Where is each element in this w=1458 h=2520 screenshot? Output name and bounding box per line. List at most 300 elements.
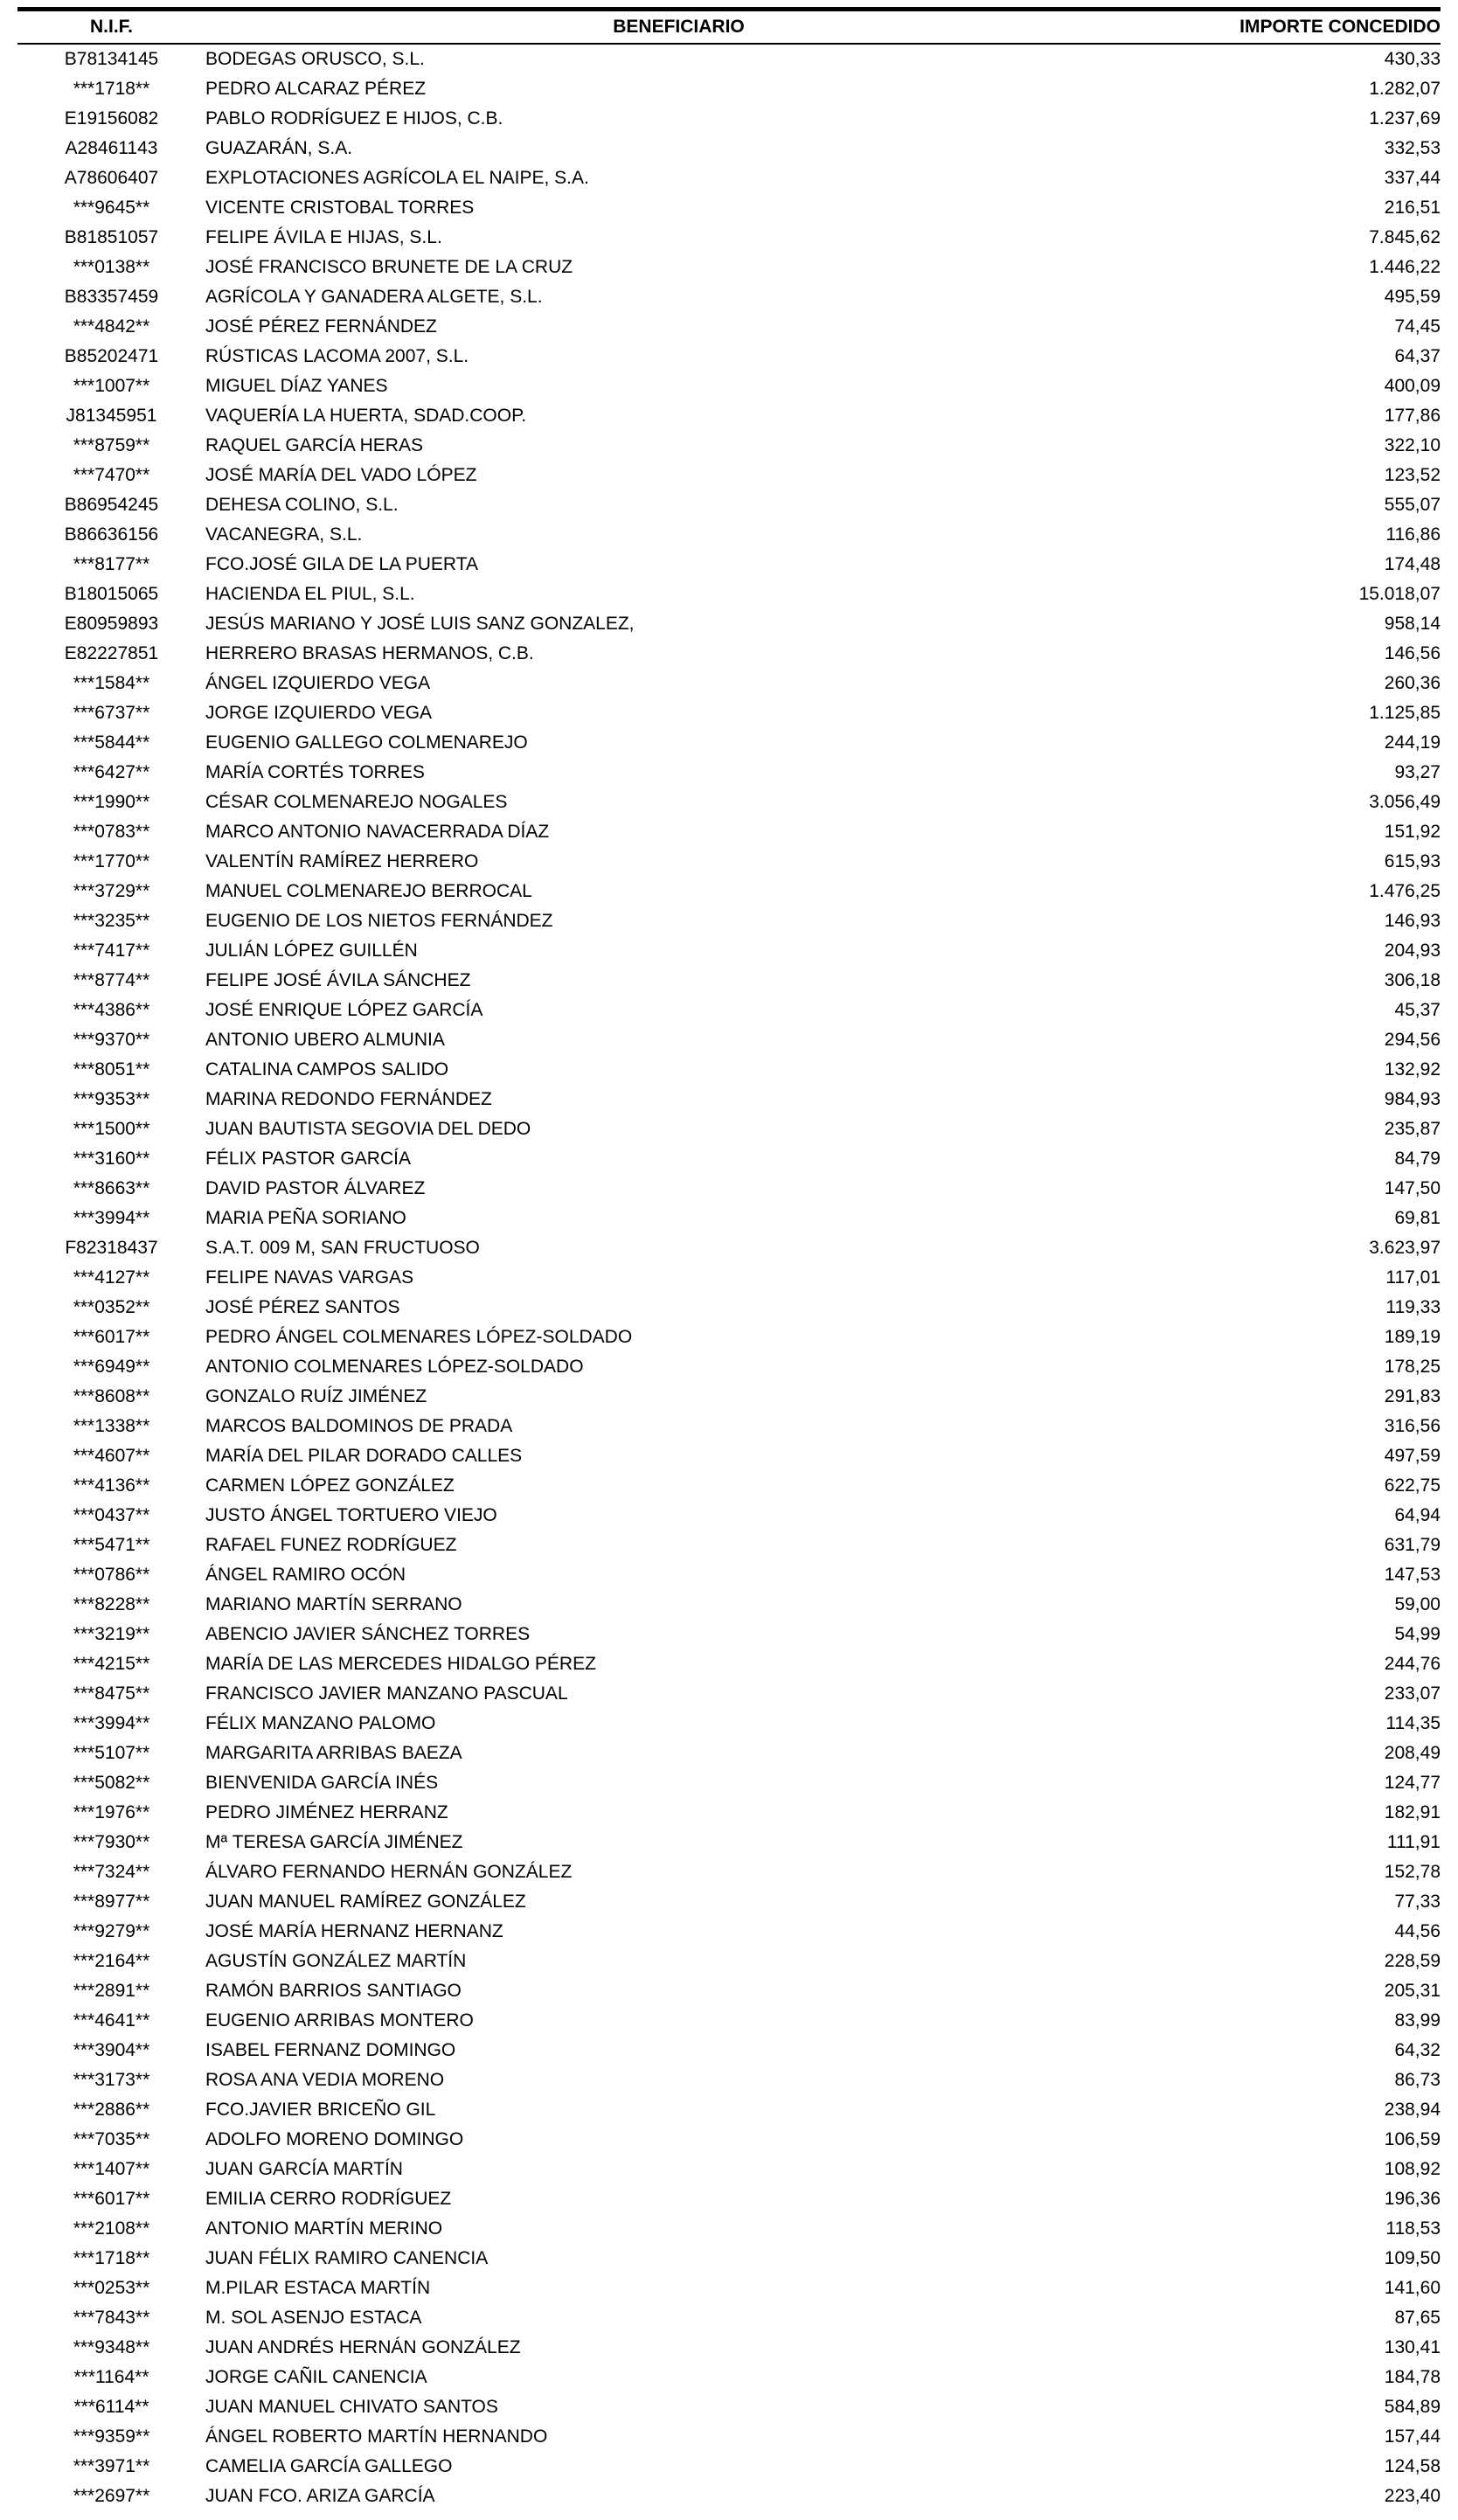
importe-cell: 235,87 <box>1384 1119 1441 1139</box>
importe-cell: 204,93 <box>1384 941 1441 961</box>
beneficiario-cell: FCO.JOSÉ GILA DE LA PUERTA <box>205 554 478 574</box>
table-row <box>17 1144 1441 1174</box>
beneficiario-cell: ÁLVARO FERNANDO HERNÁN GONZÁLEZ <box>205 1862 573 1882</box>
beneficiario-cell: JULIÁN LÓPEZ GUILLÉN <box>205 941 418 961</box>
beneficiario-cell: AGRÍCOLA Y GANADERA ALGETE, S.L. <box>205 287 543 307</box>
table-row <box>17 1025 1441 1055</box>
nif-cell: ***6949** <box>73 1357 150 1377</box>
table-row <box>17 1471 1441 1501</box>
nif-cell: ***3160** <box>73 1149 150 1169</box>
table-row <box>17 2422 1441 2452</box>
importe-cell: 337,44 <box>1384 168 1441 188</box>
nif-cell: E80959893 <box>64 614 159 634</box>
importe-cell: 59,00 <box>1394 1594 1441 1614</box>
table-row <box>17 2274 1441 2303</box>
table-row <box>17 1560 1441 1590</box>
nif-cell: ***6737** <box>73 703 150 723</box>
beneficiario-cell: VAQUERÍA LA HUERTA, SDAD.COOP. <box>205 406 527 426</box>
column-header-importe-concedido: IMPORTE CONCEDIDO <box>1152 10 1441 45</box>
beneficiario-cell: JUAN MANUEL RAMÍREZ GONZÁLEZ <box>205 1892 526 1912</box>
nif-cell: ***8759** <box>73 435 150 455</box>
nif-cell: ***7324** <box>73 1862 150 1882</box>
nif-cell: ***1770** <box>73 851 150 871</box>
table-body <box>17 44 1441 2511</box>
nif-cell: ***8177** <box>73 554 150 574</box>
table-row <box>17 1857 1441 1887</box>
nif-cell: ***4641** <box>73 2010 150 2031</box>
nif-cell: ***3173** <box>73 2070 150 2090</box>
nif-cell: B78134145 <box>64 49 159 69</box>
beneficiario-cell: MARIA PEÑA SORIANO <box>205 1208 406 1228</box>
nif-cell: ***8663** <box>73 1178 150 1198</box>
beneficiario-cell: RAMÓN BARRIOS SANTIAGO <box>205 1981 462 2001</box>
importe-cell: 631,79 <box>1384 1535 1441 1555</box>
nif-cell: B18015065 <box>64 584 159 604</box>
importe-cell: 1.237,69 <box>1369 108 1441 128</box>
column-header-nif: N.I.F. <box>17 10 205 45</box>
table-row <box>17 1620 1441 1649</box>
beneficiario-cell: JOSÉ FRANCISCO BRUNETE DE LA CRUZ <box>205 257 573 277</box>
importe-cell: 291,83 <box>1384 1386 1441 1406</box>
table-row <box>17 2214 1441 2244</box>
importe-cell: 196,36 <box>1384 2189 1441 2209</box>
importe-cell: 151,92 <box>1384 822 1441 842</box>
nif-cell: ***4127** <box>73 1267 150 1288</box>
table-row <box>17 2392 1441 2422</box>
importe-cell: 87,65 <box>1394 2308 1441 2328</box>
table-row <box>17 104 1441 134</box>
table-row <box>17 2006 1441 2036</box>
nif-cell: ***8977** <box>73 1892 150 1912</box>
nif-cell: ***0253** <box>73 2278 150 2298</box>
table-row <box>17 1917 1441 1947</box>
importe-cell: 146,56 <box>1384 643 1441 663</box>
importe-cell: 244,76 <box>1384 1654 1441 1674</box>
importe-cell: 984,93 <box>1384 1089 1441 1109</box>
importe-cell: 45,37 <box>1394 1000 1441 1020</box>
importe-cell: 64,32 <box>1394 2040 1441 2060</box>
importe-cell: 316,56 <box>1384 1416 1441 1436</box>
nif-cell: ***0437** <box>73 1505 150 1525</box>
beneficiario-cell: ANTONIO UBERO ALMUNIA <box>205 1030 445 1050</box>
table-row <box>17 1531 1441 1560</box>
beneficiario-cell: MARÍA CORTÉS TORRES <box>205 762 425 782</box>
nif-cell: ***2164** <box>73 1951 150 1971</box>
table-row <box>17 2036 1441 2065</box>
table-row <box>17 1293 1441 1322</box>
importe-cell: 119,33 <box>1385 1297 1441 1317</box>
nif-cell: ***1500** <box>73 1119 150 1139</box>
nif-cell: ***1976** <box>73 1802 150 1822</box>
table-row <box>17 2333 1441 2363</box>
table-row <box>17 163 1441 193</box>
beneficiario-cell: JUAN BAUTISTA SEGOVIA DEL DEDO <box>205 1119 531 1139</box>
beneficiario-cell: RAFAEL FUNEZ RODRÍGUEZ <box>205 1535 457 1555</box>
beneficiario-cell: ROSA ANA VEDIA MORENO <box>205 2070 445 2090</box>
column-header-beneficiario: BENEFICIARIO <box>205 10 1152 45</box>
beneficiario-cell: CÉSAR COLMENAREJO NOGALES <box>205 792 508 812</box>
table-row <box>17 223 1441 253</box>
nif-cell: ***7930** <box>73 1832 150 1852</box>
nif-cell: ***5471** <box>73 1535 150 1555</box>
nif-cell: ***9359** <box>73 2426 150 2447</box>
nif-cell: J81345951 <box>66 406 157 426</box>
importe-cell: 238,94 <box>1384 2100 1441 2120</box>
nif-cell: ***9279** <box>73 1921 150 1941</box>
nif-cell: ***2886** <box>73 2100 150 2120</box>
beneficiario-cell: VALENTÍN RAMÍREZ HERRERO <box>205 851 479 871</box>
importe-cell: 260,36 <box>1384 673 1441 693</box>
beneficiario-cell: FÉLIX PASTOR GARCÍA <box>205 1149 411 1169</box>
beneficiario-cell: PEDRO JIMÉNEZ HERRANZ <box>205 1802 448 1822</box>
beneficiario-cell: ANTONIO COLMENARES LÓPEZ-SOLDADO <box>205 1357 584 1377</box>
nif-cell: ***4136** <box>73 1475 150 1496</box>
beneficiario-cell: BIENVENIDA GARCÍA INÉS <box>205 1773 439 1793</box>
importe-cell: 430,33 <box>1384 49 1441 69</box>
importe-cell: 123,52 <box>1384 465 1441 485</box>
importe-cell: 77,33 <box>1394 1892 1441 1912</box>
importe-cell: 228,59 <box>1384 1951 1441 1971</box>
beneficiario-cell: ABENCIO JAVIER SÁNCHEZ TORRES <box>205 1624 531 1644</box>
nif-cell: ***4386** <box>73 1000 150 1020</box>
table-row <box>17 312 1441 342</box>
nif-cell: ***0352** <box>73 1297 150 1317</box>
beneficiario-cell: DEHESA COLINO, S.L. <box>205 495 399 515</box>
importe-cell: 116,86 <box>1385 524 1441 545</box>
importe-cell: 64,37 <box>1394 346 1441 366</box>
beneficiario-cell: MARCO ANTONIO NAVACERRADA DÍAZ <box>205 822 550 842</box>
importe-cell: 1.282,07 <box>1369 79 1441 99</box>
beneficiario-cell: JOSÉ PÉREZ FERNÁNDEZ <box>205 316 437 337</box>
beneficiario-cell: FELIPE NAVAS VARGAS <box>205 1267 414 1288</box>
beneficiario-cell: MARINA REDONDO FERNÁNDEZ <box>205 1089 492 1109</box>
nif-cell: ***1007** <box>73 376 150 396</box>
beneficiario-cell: RAQUEL GARCÍA HERAS <box>205 435 423 455</box>
beneficiario-cell: JOSÉ ENRIQUE LÓPEZ GARCÍA <box>205 1000 483 1020</box>
nif-cell: A28461143 <box>65 138 158 158</box>
importe-cell: 124,58 <box>1384 2456 1441 2476</box>
nif-cell: ***6017** <box>73 2189 150 2209</box>
table-row <box>17 966 1441 996</box>
importe-cell: 146,93 <box>1384 911 1441 931</box>
nif-cell: ***1584** <box>73 673 150 693</box>
table-row <box>17 1590 1441 1620</box>
table-row <box>17 639 1441 669</box>
table-row <box>17 788 1441 817</box>
beneficiario-cell: JOSÉ MARÍA HERNANZ HERNANZ <box>205 1921 503 1941</box>
importe-cell: 208,49 <box>1384 1743 1441 1763</box>
table-row <box>17 193 1441 223</box>
beneficiario-cell: HERRERO BRASAS HERMANOS, C.B. <box>205 643 534 663</box>
importe-cell: 124,77 <box>1384 1773 1441 1793</box>
beneficiario-cell: DAVID PASTOR ÁLVAREZ <box>205 1178 426 1198</box>
table-row <box>17 1828 1441 1857</box>
importe-cell: 147,50 <box>1384 1178 1441 1198</box>
nif-cell: ***4842** <box>73 316 150 337</box>
nif-cell: ***3235** <box>73 911 150 931</box>
beneficiario-cell: AGUSTÍN GONZÁLEZ MARTÍN <box>205 1951 467 1971</box>
table-row <box>17 431 1441 461</box>
importe-cell: 15.018,07 <box>1358 584 1441 604</box>
importe-cell: 182,91 <box>1384 1802 1441 1822</box>
nif-cell: ***7470** <box>73 465 150 485</box>
beneficiario-cell: FÉLIX MANZANO PALOMO <box>205 1713 436 1733</box>
nif-cell: ***7035** <box>73 2129 150 2149</box>
table-row <box>17 728 1441 758</box>
beneficiario-cell: M.PILAR ESTACA MARTÍN <box>205 2278 431 2298</box>
beneficiario-cell: S.A.T. 009 M, SAN FRUCTUOSO <box>205 1238 480 1258</box>
table-row <box>17 1055 1441 1085</box>
beneficiario-cell: FELIPE ÁVILA E HIJAS, S.L. <box>205 227 442 247</box>
nif-cell: ***1164** <box>73 2367 149 2387</box>
importe-cell: 74,45 <box>1394 316 1441 337</box>
table-row <box>17 1441 1441 1471</box>
table-row <box>17 609 1441 639</box>
table-row <box>17 847 1441 877</box>
table-header <box>17 10 1441 45</box>
beneficiario-cell: JUAN FÉLIX RAMIRO CANENCIA <box>205 2248 489 2268</box>
table-row <box>17 2303 1441 2333</box>
beneficiario-cell: ÁNGEL IZQUIERDO VEGA <box>205 673 431 693</box>
beneficiario-cell: JUAN GARCÍA MARTÍN <box>205 2159 403 2179</box>
nif-cell: ***1407** <box>73 2159 150 2179</box>
table-row <box>17 1798 1441 1828</box>
table-row <box>17 253 1441 282</box>
table-row <box>17 1412 1441 1441</box>
importe-cell: 322,10 <box>1384 435 1441 455</box>
nif-cell: ***9353** <box>73 1089 150 1109</box>
beneficiario-cell: MARÍA DEL PILAR DORADO CALLES <box>205 1446 523 1466</box>
beneficiario-cell: ANTONIO MARTÍN MERINO <box>205 2218 443 2239</box>
importe-cell: 184,78 <box>1384 2367 1441 2387</box>
nif-cell: ***1338** <box>73 1416 150 1436</box>
beneficiario-cell: FELIPE JOSÉ ÁVILA SÁNCHEZ <box>205 970 471 990</box>
beneficiario-cell: FCO.JAVIER BRICEÑO GIL <box>205 2100 436 2120</box>
nif-cell: B81851057 <box>64 227 159 247</box>
beneficiario-cell: JOSÉ PÉREZ SANTOS <box>205 1297 400 1317</box>
importe-cell: 111,91 <box>1386 1832 1441 1852</box>
nif-cell: A78606407 <box>64 168 159 188</box>
nif-cell: B83357459 <box>64 287 159 307</box>
beneficiario-cell: MARGARITA ARRIBAS BAEZA <box>205 1743 462 1763</box>
nif-cell: ***8774** <box>73 970 150 990</box>
importe-cell: 244,19 <box>1384 732 1441 753</box>
beneficiario-cell: ÁNGEL ROBERTO MARTÍN HERNANDO <box>205 2426 548 2447</box>
table-row <box>17 1174 1441 1204</box>
importe-cell: 132,92 <box>1384 1059 1441 1080</box>
beneficiario-cell: GUAZARÁN, S.A. <box>205 138 353 158</box>
importe-cell: 332,53 <box>1384 138 1441 158</box>
table-row <box>17 2363 1441 2392</box>
table-row <box>17 1709 1441 1739</box>
table-row <box>17 1322 1441 1352</box>
beneficiario-cell: GONZALO RUÍZ JIMÉNEZ <box>205 1386 427 1406</box>
table-row <box>17 1768 1441 1798</box>
beneficiario-cell: JESÚS MARIANO Y JOSÉ LUIS SANZ GONZALEZ, <box>205 614 635 634</box>
table-row <box>17 1679 1441 1709</box>
importe-cell: 114,35 <box>1385 1713 1441 1733</box>
table-row <box>17 906 1441 936</box>
beneficiario-cell: MARÍA DE LAS MERCEDES HIDALGO PÉREZ <box>205 1654 596 1674</box>
importe-cell: 147,53 <box>1384 1565 1441 1585</box>
importe-cell: 84,79 <box>1394 1149 1441 1169</box>
importe-cell: 189,19 <box>1384 1327 1441 1347</box>
table-row <box>17 758 1441 788</box>
nif-cell: ***2108** <box>73 2218 150 2239</box>
importe-cell: 555,07 <box>1384 495 1441 515</box>
beneficiario-cell: HACIENDA EL PIUL, S.L. <box>205 584 415 604</box>
table-row <box>17 1114 1441 1144</box>
importe-cell: 178,25 <box>1384 1357 1441 1377</box>
table-row <box>17 1085 1441 1114</box>
beneficiario-cell: JUAN FCO. ARIZA GARCÍA <box>205 2486 435 2506</box>
table-row <box>17 520 1441 550</box>
importe-cell: 109,50 <box>1384 2248 1441 2268</box>
table-row <box>17 1976 1441 2006</box>
table-row <box>17 550 1441 580</box>
beneficiario-cell: ISABEL FERNANZ DOMINGO <box>205 2040 456 2060</box>
importe-cell: 106,59 <box>1384 2129 1441 2149</box>
table-row <box>17 1233 1441 1263</box>
table-header-row <box>17 10 1441 45</box>
importe-cell: 7.845,62 <box>1369 227 1441 247</box>
table-row <box>17 1887 1441 1917</box>
importe-cell: 205,31 <box>1384 1981 1441 2001</box>
importe-cell: 177,86 <box>1384 406 1441 426</box>
beneficiario-cell: CATALINA CAMPOS SALIDO <box>205 1059 449 1080</box>
nif-cell: ***2891** <box>73 1981 150 2001</box>
nif-cell: ***0138** <box>73 257 150 277</box>
nif-cell: ***1718** <box>73 2248 150 2268</box>
table-row <box>17 1947 1441 1976</box>
beneficiario-cell: M. SOL ASENJO ESTACA <box>205 2308 422 2328</box>
importe-cell: 157,44 <box>1384 2426 1441 2447</box>
nif-cell: ***4215** <box>73 1654 150 1674</box>
beneficiario-cell: EUGENIO GALLEGO COLMENAREJO <box>205 732 528 753</box>
importe-cell: 400,09 <box>1384 376 1441 396</box>
importe-cell: 294,56 <box>1384 1030 1441 1050</box>
table-row <box>17 936 1441 966</box>
table-row <box>17 2244 1441 2274</box>
beneficiario-cell: PABLO RODRÍGUEZ E HIJOS, C.B. <box>205 108 503 128</box>
importe-cell: 495,59 <box>1384 287 1441 307</box>
table-row <box>17 669 1441 698</box>
beneficiario-cell: CARMEN LÓPEZ GONZÁLEZ <box>205 1475 455 1496</box>
nif-cell: ***9645** <box>73 198 150 218</box>
nif-cell: ***8475** <box>73 1683 150 1704</box>
table-row <box>17 1649 1441 1679</box>
table-row <box>17 580 1441 609</box>
importe-cell: 216,51 <box>1384 198 1441 218</box>
table-row <box>17 342 1441 371</box>
beneficiario-cell: ÁNGEL RAMIRO OCÓN <box>205 1565 406 1585</box>
beneficiario-cell: RÚSTICAS LACOMA 2007, S.L. <box>205 346 469 366</box>
nif-cell: ***7417** <box>73 941 150 961</box>
importe-cell: 69,81 <box>1394 1208 1441 1228</box>
beneficiario-cell: EMILIA CERRO RODRÍGUEZ <box>205 2189 452 2209</box>
importe-cell: 108,92 <box>1384 2159 1441 2179</box>
nif-cell: ***9370** <box>73 1030 150 1050</box>
beneficiario-cell: JUSTO ÁNGEL TORTUERO VIEJO <box>205 1505 497 1525</box>
nif-cell: ***6114** <box>73 2397 149 2417</box>
importe-cell: 3.623,97 <box>1369 1238 1441 1258</box>
table-row <box>17 996 1441 1025</box>
table-row <box>17 74 1441 104</box>
importe-cell: 93,27 <box>1394 762 1441 782</box>
nif-cell: ***3994** <box>73 1208 150 1228</box>
beneficiario-cell: ADOLFO MORENO DOMINGO <box>205 2129 464 2149</box>
beneficiario-cell: BODEGAS ORUSCO, S.L. <box>205 49 425 69</box>
beneficiario-cell: EUGENIO ARRIBAS MONTERO <box>205 2010 474 2031</box>
table-row <box>17 2184 1441 2214</box>
beneficiario-cell: JUAN MANUEL CHIVATO SANTOS <box>205 2397 498 2417</box>
nif-cell: ***4607** <box>73 1446 150 1466</box>
importe-cell: 83,99 <box>1394 2010 1441 2031</box>
beneficiario-cell: MANUEL COLMENAREJO BERROCAL <box>205 881 532 901</box>
beneficiario-cell: Mª TERESA GARCÍA JIMÉNEZ <box>205 1832 463 1852</box>
table-row <box>17 1501 1441 1531</box>
table-row <box>17 2065 1441 2095</box>
table-row <box>17 1382 1441 1412</box>
beneficiario-cell: JORGE CAÑIL CANENCIA <box>205 2367 427 2387</box>
beneficiario-cell: PEDRO ÁNGEL COLMENARES LÓPEZ-SOLDADO <box>205 1327 633 1347</box>
nif-cell: ***7843** <box>73 2308 150 2328</box>
nif-cell: ***3994** <box>73 1713 150 1733</box>
importe-cell: 174,48 <box>1384 554 1441 574</box>
beneficiario-cell: JOSÉ MARÍA DEL VADO LÓPEZ <box>205 465 477 485</box>
importe-cell: 233,07 <box>1384 1683 1441 1704</box>
importe-cell: 141,60 <box>1384 2278 1441 2298</box>
beneficiario-cell: MIGUEL DÍAZ YANES <box>205 376 388 396</box>
nif-cell: ***3904** <box>73 2040 150 2060</box>
importe-cell: 54,99 <box>1394 1624 1441 1644</box>
importe-cell: 497,59 <box>1384 1446 1441 1466</box>
importe-cell: 64,94 <box>1394 1505 1441 1525</box>
nif-cell: B85202471 <box>64 346 159 366</box>
importe-cell: 130,41 <box>1384 2337 1441 2357</box>
nif-cell: ***9348** <box>73 2337 150 2357</box>
nif-cell: ***8228** <box>73 1594 150 1614</box>
importe-cell: 117,01 <box>1385 1267 1441 1288</box>
importe-cell: 622,75 <box>1384 1475 1441 1496</box>
nif-cell: ***6427** <box>73 762 150 782</box>
beneficiario-cell: MARIANO MARTÍN SERRANO <box>205 1594 462 1614</box>
nif-cell: F82318437 <box>65 1238 158 1258</box>
importe-cell: 1.476,25 <box>1369 881 1441 901</box>
nif-cell: E19156082 <box>64 108 159 128</box>
nif-cell: ***5082** <box>73 1773 150 1793</box>
table-row <box>17 698 1441 728</box>
importe-cell: 3.056,49 <box>1369 792 1441 812</box>
table-row <box>17 877 1441 906</box>
nif-cell: ***8608** <box>73 1386 150 1406</box>
table-row <box>17 2452 1441 2482</box>
table-row <box>17 401 1441 431</box>
beneficiario-cell: CAMELIA GARCÍA GALLEGO <box>205 2456 453 2476</box>
beneficiario-cell: VACANEGRA, S.L. <box>205 524 363 545</box>
nif-cell: ***3219** <box>73 1624 150 1644</box>
table-row <box>17 371 1441 401</box>
nif-cell: ***8051** <box>73 1059 150 1080</box>
nif-cell: ***0783** <box>73 822 150 842</box>
nif-cell: B86636156 <box>64 524 159 545</box>
nif-cell: ***3729** <box>73 881 150 901</box>
importe-cell: 958,14 <box>1384 614 1441 634</box>
importe-cell: 223,40 <box>1384 2486 1441 2506</box>
table-row <box>17 134 1441 163</box>
table-row <box>17 1263 1441 1293</box>
table-row <box>17 2155 1441 2184</box>
